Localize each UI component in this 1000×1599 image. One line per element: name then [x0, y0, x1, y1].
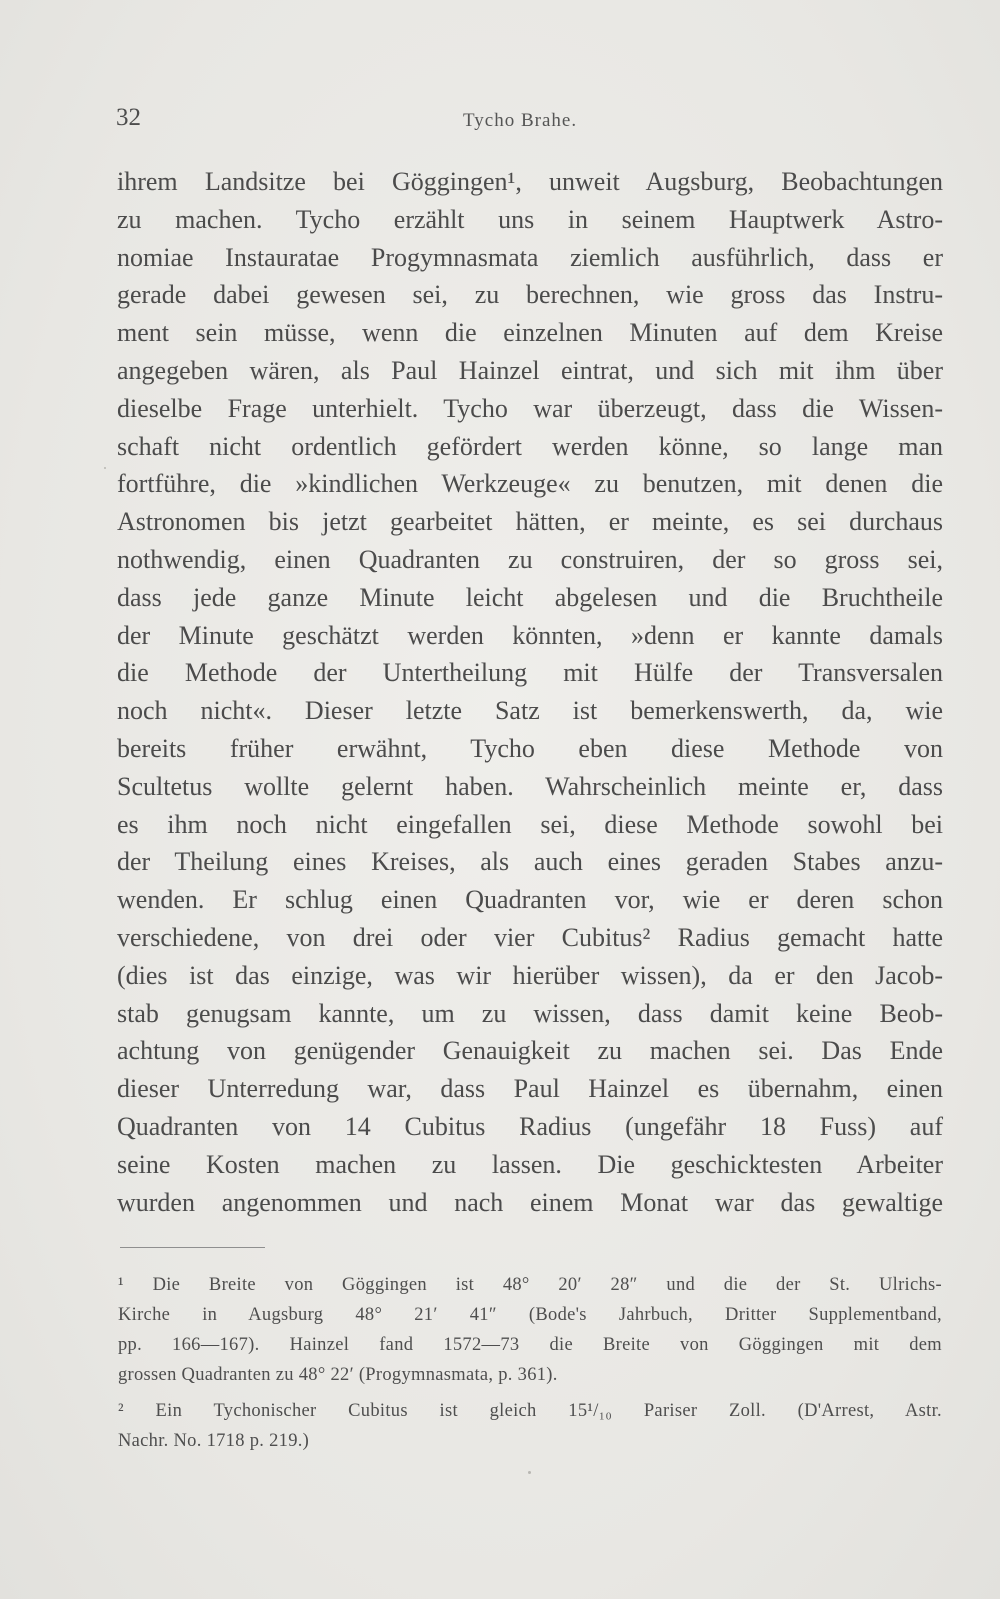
body-line: fortführe, die »kindlichen Werkzeuge« zu benutzen, mit denen die [117, 469, 943, 499]
footnote-line: ¹ Die Breite von Göggingen ist 48° 20′ 28″ und die der St. Ulrichs- [118, 1275, 942, 1295]
paper-speck [104, 467, 106, 469]
body-line: es ihm noch nicht eingefallen sei, diese Methode sowohl bei [117, 809, 943, 839]
footnotes [118, 1270, 942, 1456]
body-line: dieselbe Frage unterhielt. Tycho war überzeugt, dass die Wissen- [117, 393, 943, 423]
page-header [113, 104, 943, 140]
body-line: seine Kosten machen zu lassen. Die geschicktesten Arbeiter [117, 1149, 943, 1179]
body-line: noch nicht«. Dieser letzte Satz ist bemerkenswerth, da, wie [117, 696, 943, 726]
body-line: nothwendig, einen Quadranten zu construiren, der so gross sei, [117, 544, 943, 574]
page-number: 32 [116, 104, 141, 131]
body-line: der Theilung eines Kreises, als auch eines geraden Stabes anzu- [117, 847, 943, 877]
body-line: dass jede ganze Minute leicht abgelesen und die Bruchtheile [117, 582, 943, 612]
footnote-line: ² Ein Tychonischer Cubitus ist gleich 15¹/₁₀ Pariser Zoll. (D'Arrest, Astr. [118, 1401, 942, 1421]
footnote-line: Kirche in Augsburg 48° 21′ 41″ (Bode's Jahrbuch, Dritter Supplementband, [118, 1305, 942, 1325]
body-line: zu machen. Tycho erzählt uns in seinem Hauptwerk Astro- [117, 204, 943, 234]
running-title: Tycho Brahe. [463, 110, 578, 131]
body-line: Scultetus wollte gelernt haben. Wahrscheinlich meinte er, dass [117, 771, 943, 801]
body-line: Quadranten von 14 Cubitus Radius (ungefähr 18 Fuss) auf [117, 1111, 943, 1141]
footnote-line: Nachr. No. 1718 p. 219.) [118, 1431, 310, 1451]
body-line: ment sein müsse, wenn die einzelnen Minuten auf dem Kreise [117, 318, 943, 348]
body-line: gerade dabei gewesen sei, zu berechnen, wie gross das Instru- [117, 280, 943, 310]
body-line: (dies ist das einzige, was wir hierüber wissen), da er den Jacob- [117, 960, 943, 990]
body-line: achtung von genügender Genauigkeit zu machen sei. Das Ende [117, 1036, 943, 1066]
footnote-1 [118, 1270, 942, 1390]
body-line: wenden. Er schlug einen Quadranten vor, wie er deren schon [117, 885, 943, 915]
footnote-2 [118, 1396, 942, 1456]
body-line: bereits früher erwähnt, Tycho eben diese Methode von [117, 733, 943, 763]
footnote-line: grossen Quadranten zu 48° 22′ (Progymnasmata, p. 361). [118, 1365, 558, 1385]
body-line: die Methode der Untertheilung mit Hülfe der Transversalen [117, 658, 943, 688]
body-line: wurden angenommen und nach einem Monat war das gewaltige [117, 1187, 943, 1217]
body-line: angegeben wären, als Paul Hainzel eintrat, und sich mit ihm über [117, 355, 943, 385]
body-line: verschiedene, von drei oder vier Cubitus² Radius gemacht hatte [117, 922, 943, 952]
body-line: stab genugsam kannte, um zu wissen, dass damit keine Beob- [117, 998, 943, 1028]
footnote-separator [120, 1247, 265, 1248]
footnote-line: pp. 166—167). Hainzel fand 1572—73 die Breite von Göggingen mit dem [118, 1335, 942, 1355]
body-line: dieser Unterredung war, dass Paul Hainzel es übernahm, einen [117, 1074, 943, 1104]
body-line: schaft nicht ordentlich gefördert werden könne, so lange man [117, 431, 943, 461]
body-line: nomiae Instauratae Progymnasmata ziemlich ausführlich, dass er [117, 242, 943, 272]
body-line: Astronomen bis jetzt gearbeitet hätten, er meinte, es sei durchaus [117, 507, 943, 537]
paper-speck [528, 1471, 531, 1474]
body-line: ihrem Landsitze bei Göggingen¹, unweit Augsburg, Beobachtungen [117, 167, 943, 196]
body-text [117, 163, 943, 1221]
body-line: der Minute geschätzt werden könnten, »denn er kannte damals [117, 620, 943, 650]
